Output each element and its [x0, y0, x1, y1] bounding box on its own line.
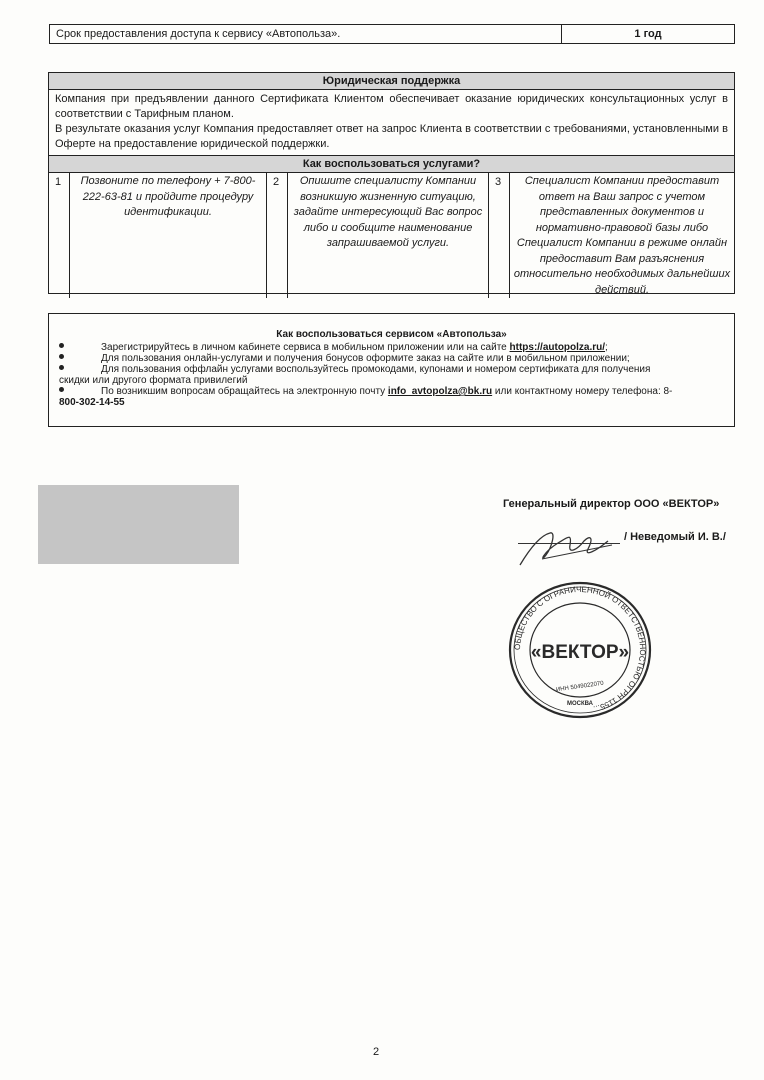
stamp-ring-text: ОБЩЕСТВО С ОГРАНИЧЕННОЙ ОТВЕТСТВЕННОСТЬЮ ОГРН 1155... — [512, 584, 648, 714]
phone-number: 800-302-14-55 — [59, 397, 125, 408]
avtopolza-instructions — [48, 313, 735, 427]
access-term-value: 1 год — [634, 28, 662, 40]
item-text: Зарегистрируйтесь в личном кабинете сервиса в мобильном приложении или на сайте — [101, 342, 507, 353]
stamp-center-text: «ВЕКТОР» — [530, 642, 630, 663]
access-term-label: Срок предоставления доступа к сервису «Автопольза». — [50, 25, 562, 43]
legal-support-description — [49, 90, 734, 155]
item-text: По возникшим вопросам обращайтесь на электронную почту — [101, 386, 386, 397]
step-number: 3 — [489, 173, 510, 298]
bullet-icon — [59, 365, 64, 370]
legal-support-header: Юридическая поддержка — [49, 73, 734, 90]
list-item — [49, 386, 734, 397]
list-item — [49, 342, 734, 353]
website-link[interactable]: https://autopolza.ru/ — [509, 342, 606, 353]
handwritten-signature — [512, 515, 622, 575]
legal-support-table — [48, 72, 735, 294]
bullet-icon — [59, 387, 64, 392]
access-term-row — [49, 24, 735, 44]
list-item-continuation: скидки или другого формата привилегий — [59, 375, 248, 386]
redacted-block — [38, 485, 239, 564]
company-stamp — [495, 580, 665, 720]
director-name: / Неведомый И. В./ — [624, 531, 726, 543]
steps-row — [49, 173, 734, 298]
step-text: Позвоните по телефону + 7-800-222-63-81 и пройдите процедуру идентификации. — [70, 173, 267, 298]
step-text: Специалист Компании предоставит ответ на Ваш запрос с учетом представленных документов и нормативно-правовой базы либо Специалист Компании в режиме онлайн предоставит Вам разъяснения относительно необходимых дальнейших действий. — [513, 175, 731, 296]
step-text: Опишите специалисту Компании возникшую жизненную ситуацию, задайте интересующий Вас вопрос либо и сообщите наименование запрашиваемой услуги. — [288, 173, 489, 298]
director-title: Генеральный директор ООО «ВЕКТОР» — [503, 498, 720, 510]
item-text-end: ; — [605, 342, 608, 353]
list-item — [49, 353, 734, 364]
legal-paragraph-2: В результате оказания услуг Компания предоставляет ответ на запрос Клиента в соответствии с требованиями, установленными в Оферте на предоставление юридической поддержки. — [55, 123, 728, 150]
list-item — [49, 364, 734, 375]
email-link[interactable]: info_avtopolza@bk.ru — [387, 386, 493, 397]
avtopolza-title: Как воспользоваться сервисом «Автопольза» — [276, 329, 507, 340]
stamp-city: МОСКВА — [566, 701, 594, 707]
item-text: Для пользования онлайн-услугами и получения бонусов оформите заказ на сайте или в мобильном приложении; — [101, 353, 630, 364]
step-number: 2 — [267, 173, 288, 298]
how-to-use-header: Как воспользоваться услугами? — [49, 155, 734, 173]
item-text: Для пользования оффлайн услугами воспользуйтесь промокодами, купонами и номером сертификата для получения — [101, 364, 651, 375]
page-number: 2 — [373, 1046, 380, 1058]
step-number: 1 — [49, 173, 70, 298]
bullet-icon — [59, 354, 64, 359]
bullet-icon — [59, 343, 64, 348]
stamp-inn: ИНН 5049022070 — [555, 680, 605, 694]
item-text: или контактному номеру телефона: 8- — [494, 386, 673, 397]
legal-paragraph-1: Компания при предъявлении данного Сертификата Клиентом обеспечивает оказание юридических консультационных услуг в соответствии с Тарифным планом. — [55, 93, 728, 120]
